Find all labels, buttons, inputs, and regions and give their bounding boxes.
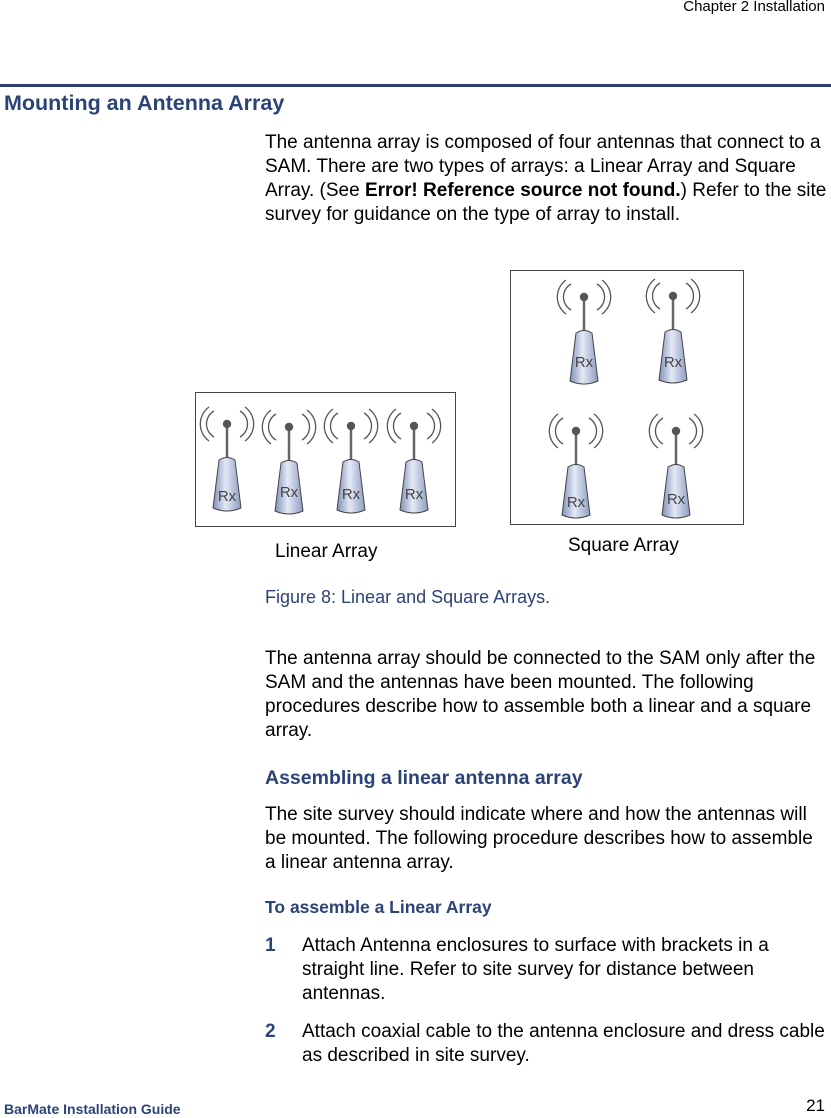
- svg-text:Rx: Rx: [574, 354, 594, 371]
- step-text: Attach coaxial cable to the antenna enclosure and dress cable as described in site survey.: [302, 1021, 825, 1066]
- figure-caption: Figure 8: Linear and Square Arrays.: [265, 587, 551, 607]
- svg-text:Rx: Rx: [566, 494, 586, 511]
- antenna-icon: [387, 409, 440, 513]
- antenna-icon: [646, 279, 699, 383]
- linear-array-label: Linear Array: [275, 541, 378, 562]
- chapter-header: Chapter 2 Installation: [683, 0, 825, 15]
- error-reference: Error! Reference source not found.: [364, 180, 681, 201]
- step-number: 2: [265, 1021, 276, 1042]
- svg-text:Rx: Rx: [279, 484, 299, 501]
- procedure-title: To assemble a Linear Array: [265, 897, 492, 917]
- square-array-label: Square Array: [568, 535, 679, 556]
- subsection-paragraph: The site survey should indicate where and how the antennas will be mounted. The following procedure describes how to assemble a linear antenna array.: [265, 804, 813, 873]
- footer-guide-title: BarMate Installation Guide: [4, 1101, 181, 1117]
- section-title: Mounting an Antenna Array: [4, 91, 285, 115]
- antenna-icon: [324, 409, 377, 513]
- antenna-icon: [549, 414, 602, 518]
- intro-text-before: The antenna array is composed of four antennas that connect to a SAM. There are two types of arrays: a Linear Array and Square Array. (See: [265, 132, 821, 201]
- svg-text:Rx: Rx: [663, 354, 683, 371]
- antenna-icon: [649, 414, 702, 518]
- svg-text:Rx: Rx: [404, 486, 424, 503]
- step-number: 1: [265, 935, 276, 956]
- intro-text-after: ) Refer to the site survey for guidance on the type of array to install.: [265, 180, 827, 225]
- page-number: 21: [806, 1096, 825, 1115]
- antenna-icon: [557, 280, 610, 384]
- svg-text:Rx: Rx: [217, 488, 237, 505]
- antenna-icon: [200, 407, 253, 511]
- svg-text:Rx: Rx: [341, 486, 361, 503]
- square-array-box: [511, 271, 744, 525]
- body-paragraph: The antenna array should be connected to the SAM only after the SAM and the antennas have been mounted. The following procedures describe how to assemble both a linear and a square array.: [265, 648, 816, 741]
- antenna-icon: [262, 410, 315, 514]
- subsection-title: Assembling a linear antenna array: [265, 767, 583, 789]
- step-text: Attach Antenna enclosures to surface with brackets in a straight line. Refer to site survey for distance between antennas.: [302, 935, 769, 1004]
- svg-text:Rx: Rx: [666, 491, 686, 508]
